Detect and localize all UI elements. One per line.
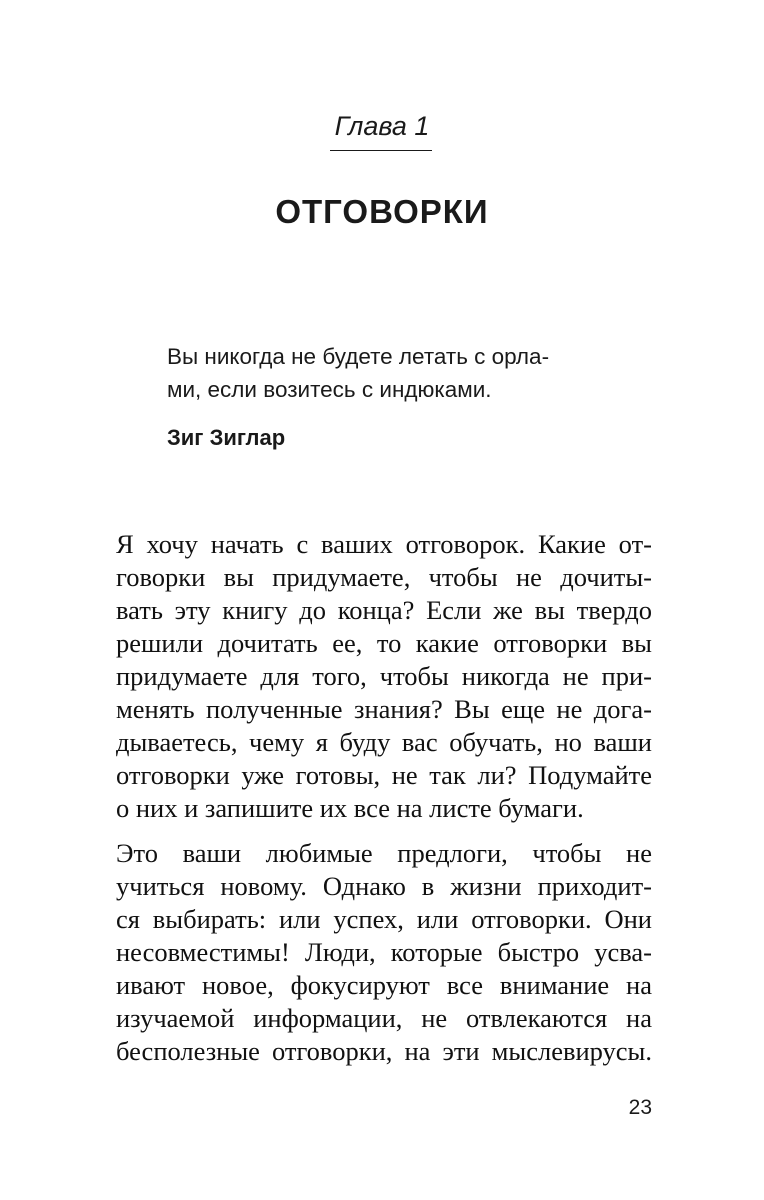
text-line: придумаете для того, чтобы никогда не при- xyxy=(116,661,652,691)
text-line: решили дочитать ее, то какие отговорки вы xyxy=(116,628,652,658)
text-line: дываетесь, чему я буду вас обучать, но ваши xyxy=(116,727,652,757)
text-line: Я хочу начать с ваших отговорок. Какие от- xyxy=(116,529,652,559)
epigraph-line: Вы никогда не будете летать с орла- xyxy=(167,344,550,369)
epigraph-author: Зиг Зиглар xyxy=(167,425,286,450)
text-line: ся выбирать: или успех, или отговорки. Они xyxy=(116,904,652,934)
body-paragraph-2 xyxy=(116,837,652,1068)
text-line: Это ваши любимые предлоги, чтобы не xyxy=(116,838,652,868)
body-paragraph-1 xyxy=(116,528,652,825)
page-number: 23 xyxy=(628,1096,652,1119)
text-line: менять полученные знания? Вы еще не дога- xyxy=(116,694,652,724)
text-line: вать эту книгу до конца? Если же вы твердо xyxy=(116,595,652,625)
text-line: изучаемой информации, не отвлекаются на xyxy=(116,1003,652,1033)
text-line: отговорки уже готовы, не так ли? Подумайте xyxy=(116,760,652,790)
chapter-underline xyxy=(330,150,432,151)
text-line: бесполезные отговорки, на эти мыслевирусы. xyxy=(116,1036,652,1066)
text-line: несовместимы! Люди, которые быстро усва- xyxy=(116,937,652,967)
text-line: учиться новому. Однако в жизни приходит- xyxy=(116,871,652,901)
chapter-label: Глава 1 xyxy=(334,111,430,141)
epigraph-line: ми, если возитесь с индюками. xyxy=(167,377,492,402)
text-line: ивают новое, фокусируют все внимание на xyxy=(116,970,652,1000)
text-line: о них и запишите их все на листе бумаги. xyxy=(116,793,584,823)
chapter-title: ОТГОВОРКИ xyxy=(275,193,489,230)
text-line: говорки вы придумаете, чтобы не дочиты- xyxy=(116,562,652,592)
epigraph-quote xyxy=(167,340,617,406)
